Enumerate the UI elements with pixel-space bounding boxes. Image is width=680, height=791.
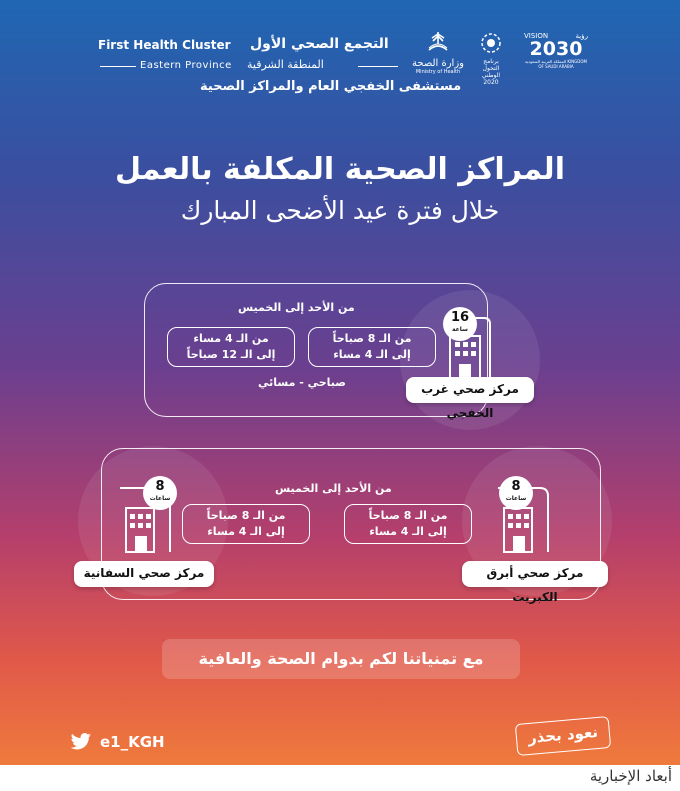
- source-label: أبعاد الإخبارية: [589, 767, 672, 785]
- vision-2030-logo: [524, 32, 588, 69]
- center-name: مركز صحي غرب الخفجي: [406, 377, 534, 403]
- days-label: من الأحد إلى الخميس: [238, 301, 355, 314]
- shift-end: إلى الـ 4 مساء: [369, 525, 447, 538]
- cluster-name-ar: التجمع الصحي الأول: [250, 36, 389, 52]
- page-subtitle: خلال فترة عيد الأضحى المبارك: [180, 196, 500, 225]
- province-en: Eastern Province: [140, 60, 232, 71]
- hospital-name: مستشفى الخفجي العام والمراكز الصحية: [200, 79, 462, 94]
- campaign-badge: نعود بحذر: [515, 716, 611, 756]
- ministry-of-health-logo: [412, 30, 464, 75]
- hours-value: 8: [511, 479, 521, 494]
- transformation-emblem-icon: [480, 32, 502, 54]
- page-title: المراكز الصحية المكلفة بالعمل: [115, 152, 565, 187]
- shift-end: إلى الـ 12 صباحاً: [186, 348, 276, 361]
- hours-badge: [143, 476, 177, 510]
- transformation-label: برنامج التحول الوطني: [481, 58, 501, 79]
- shift-start: من الـ 8 صباحاً: [332, 332, 412, 345]
- shift-end: إلى الـ 4 مساء: [207, 525, 285, 538]
- shift-abraq: [344, 504, 472, 544]
- shift-morning: [308, 327, 436, 367]
- national-transformation-logo: [476, 32, 506, 86]
- shift-safaniya: [182, 504, 310, 544]
- vision-kingdom: المملكة العربية السعودية KINGDOM OF SAUDI ARABIA: [525, 59, 587, 69]
- transformation-year: 2020: [483, 79, 499, 86]
- hours-unit: ساعات: [505, 495, 527, 502]
- twitter-handle: e1_KGH: [100, 733, 165, 751]
- hours-unit: ساعة: [452, 326, 468, 333]
- palm-swords-icon: [425, 30, 451, 52]
- wish-banner: مع تمنياتنا لكم بدوام الصحة والعافية: [162, 639, 520, 679]
- shift-evening: [167, 327, 295, 367]
- cluster-name-en: First Health Cluster: [98, 38, 231, 52]
- province-ar: المنطقة الشرقية: [247, 58, 324, 71]
- vision-year: 2030: [529, 38, 583, 60]
- twitter-icon: [70, 733, 92, 751]
- moh-label-en: Ministry of Health: [415, 69, 461, 75]
- hours-unit: ساعات: [149, 495, 171, 502]
- vision-label-ar: رؤية: [575, 32, 588, 40]
- shift-start: من الـ 4 مساء: [193, 332, 269, 345]
- divider: [358, 66, 398, 67]
- shift-end: إلى الـ 4 مساء: [333, 348, 411, 361]
- footer-strip: [0, 765, 680, 791]
- shift-type: صباحي - مسائي: [258, 376, 346, 389]
- center-name: مركز صحي أبرق الكبريت: [462, 561, 608, 587]
- center-name: مركز صحي السفانية: [74, 561, 214, 587]
- shift-start: من الـ 8 صباحاً: [206, 509, 286, 522]
- moh-label-ar: وزارة الصحة: [412, 58, 464, 69]
- shift-start: من الـ 8 صباحاً: [368, 509, 448, 522]
- vision-label: VISION: [524, 32, 549, 40]
- hours-badge: [443, 307, 477, 341]
- twitter-link[interactable]: [70, 733, 165, 751]
- days-label: من الأحد إلى الخميس: [275, 482, 392, 495]
- hours-value: 16: [450, 310, 470, 325]
- hours-badge: [499, 476, 533, 510]
- hours-value: 8: [155, 479, 165, 494]
- divider: [100, 66, 136, 67]
